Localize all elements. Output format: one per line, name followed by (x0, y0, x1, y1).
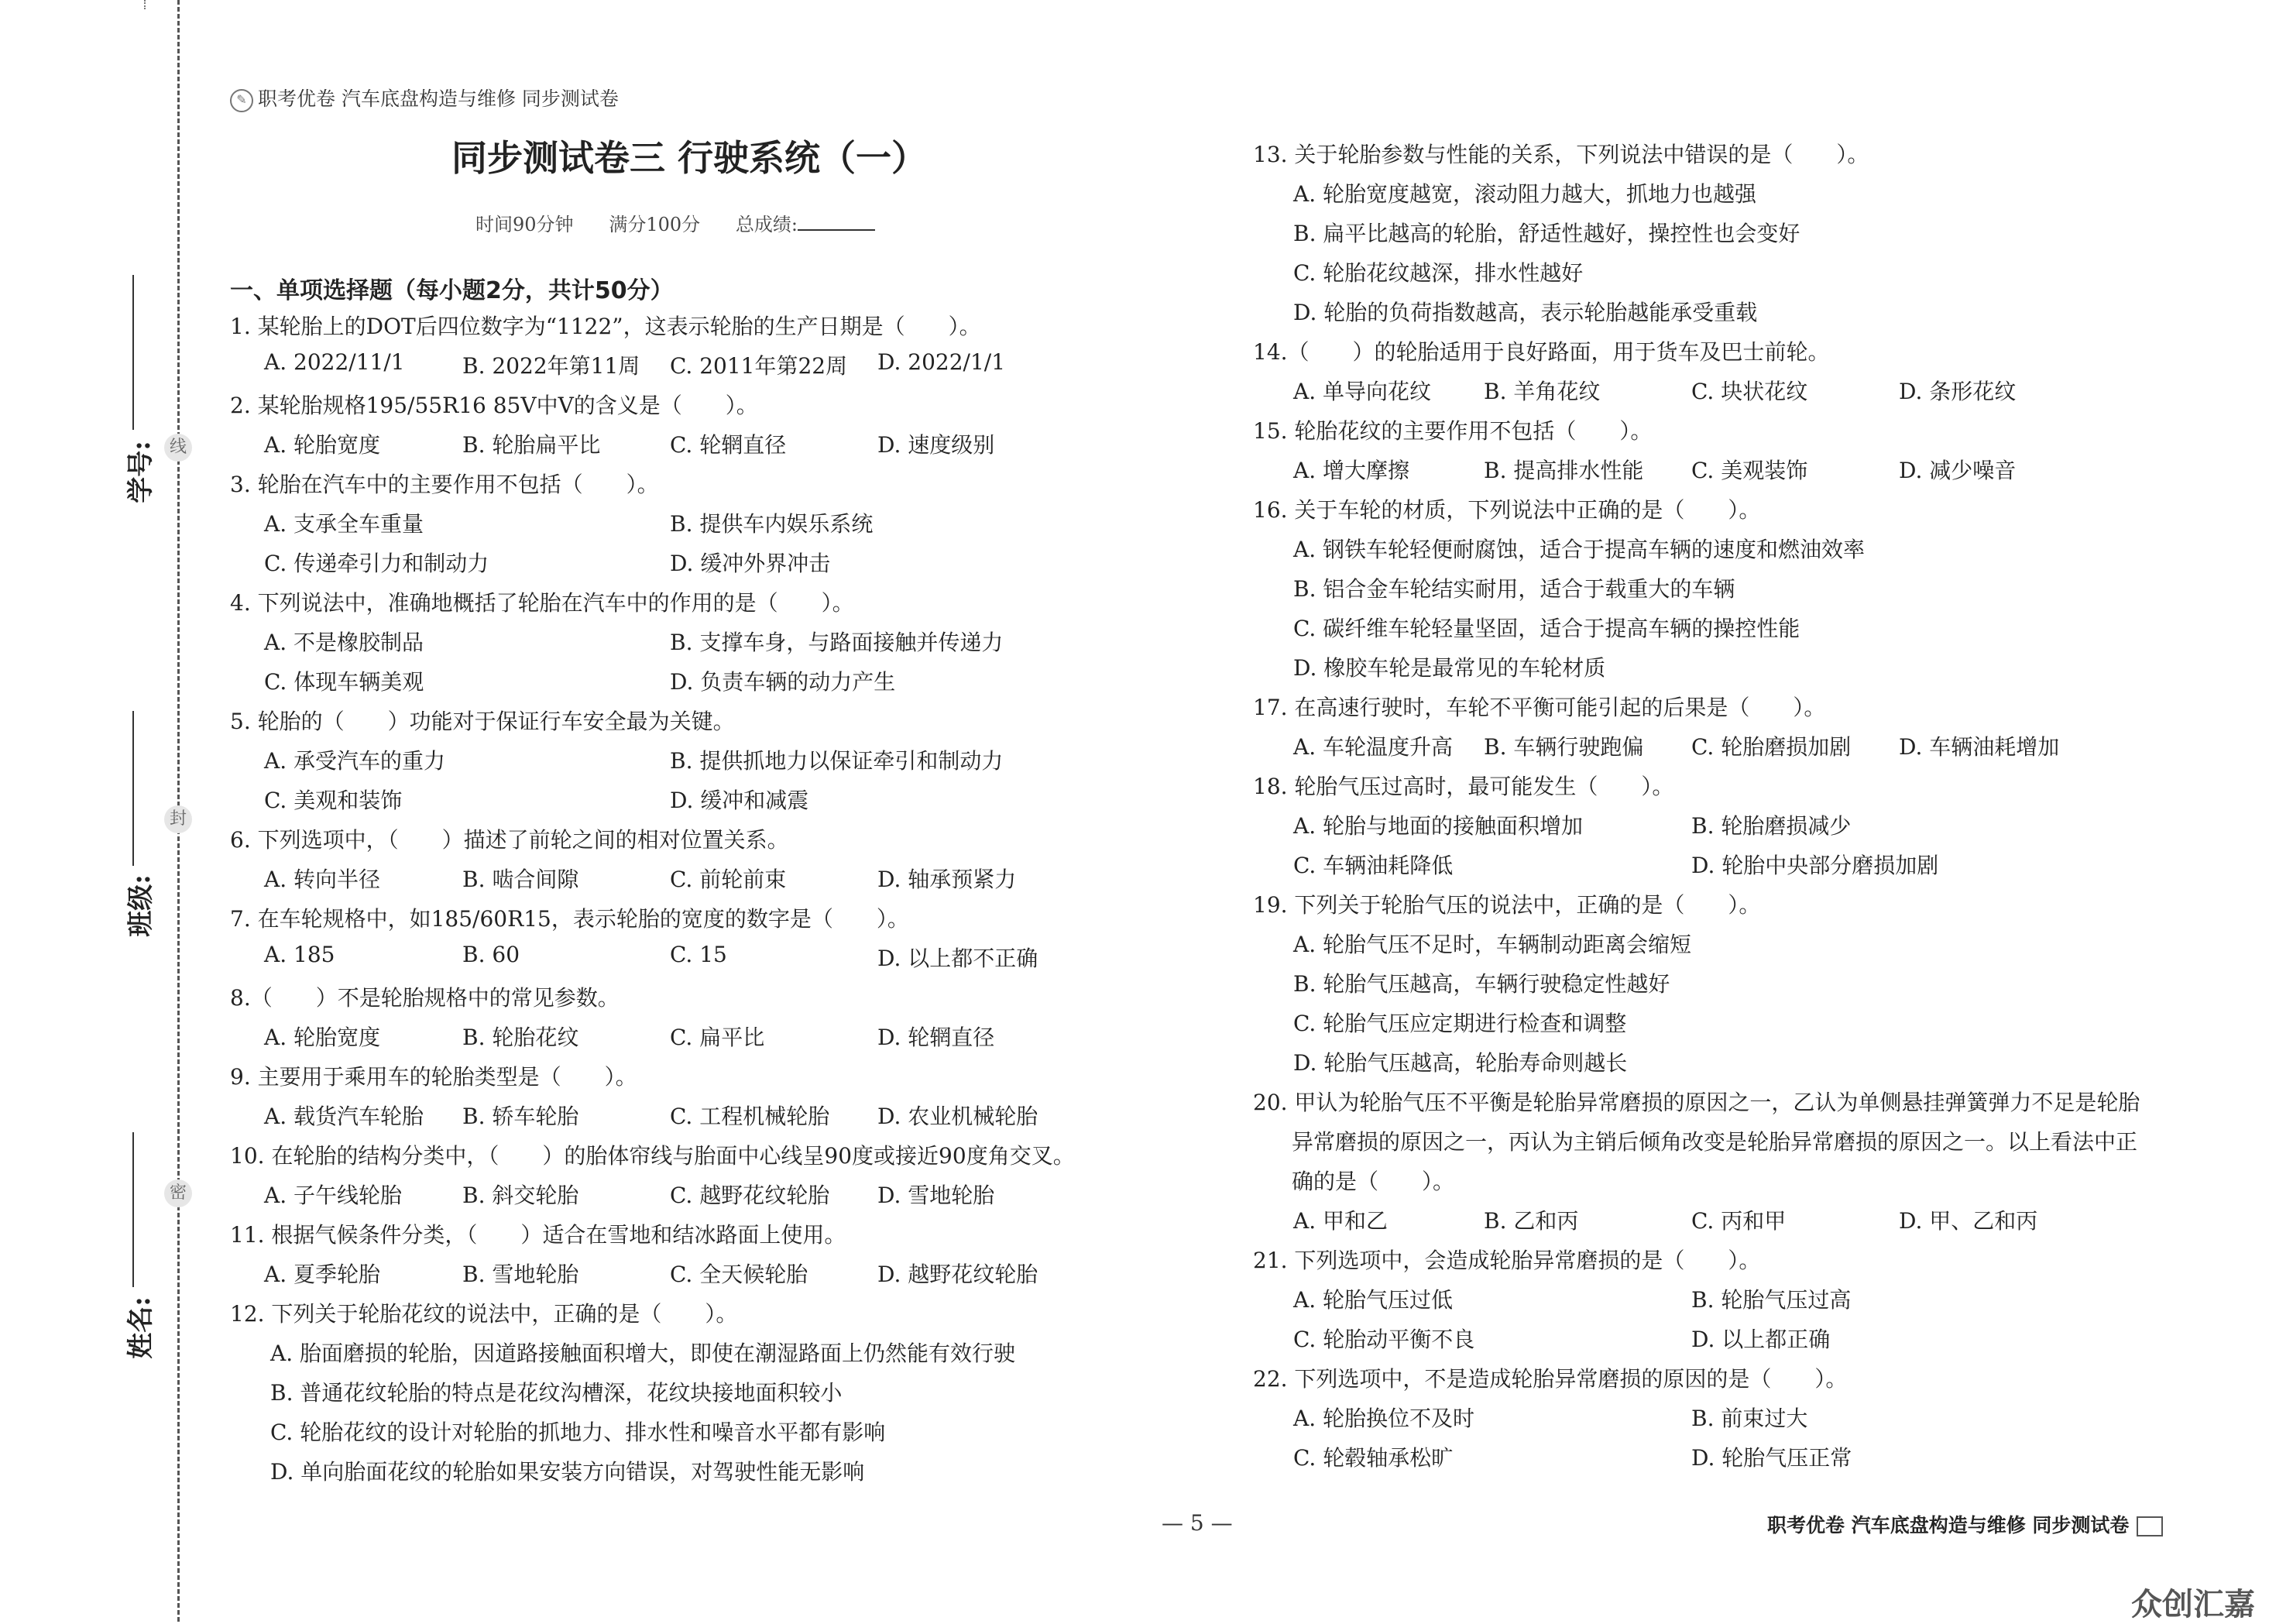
q5-option-d: D. 缓冲和减震 (670, 788, 809, 813)
q3-option-b: B. 提供车内娱乐系统 (670, 511, 874, 537)
q2-option-c: C. 轮辋直径 (670, 432, 787, 458)
q18-option-a: A. 轮胎与地面的接触面积增加 (1293, 813, 1584, 839)
question-1: 1. 某轮胎上的DOT后四位数字为“1122”，这表示轮胎的生产日期是（ ）。 (230, 314, 981, 339)
q13-option-b: B. 扁平比越高的轮胎，舒适性越好，操控性也会变好 (1293, 221, 1800, 246)
question-13: 13. 关于轮胎参数与性能的关系，下列说法中错误的是（ ）。 (1253, 142, 1869, 167)
q12-option-a: A. 胎面磨损的轮胎，因道路接触面积增大，即使在潮湿路面上仍然能有效行驶 (270, 1341, 1016, 1366)
q5-option-b: B. 提供抓地力以保证牵引和制动力 (670, 748, 1004, 774)
q14-option-b: B. 羊角花纹 (1484, 379, 1601, 404)
q6-option-a: A. 转向半径 (264, 867, 381, 892)
q14-option-d: D. 条形花纹 (1899, 379, 2017, 404)
q10-option-d: D. 雪地轮胎 (877, 1183, 995, 1208)
question-15: 15. 轮胎花纹的主要作用不包括（ ）。 (1253, 418, 1653, 444)
q3-option-c: C. 传递牵引力和制动力 (264, 551, 489, 576)
series-header: ✎ 职考优卷 汽车底盘构造与维修 同步测试卷 (230, 84, 619, 112)
name-label: 姓名: (125, 1296, 156, 1359)
q2-option-b: B. 轮胎扁平比 (462, 432, 601, 458)
q6-option-d: D. 轴承预紧力 (877, 867, 1017, 892)
question-12: 12. 下列关于轮胎花纹的说法中，正确的是（ ）。 (230, 1301, 738, 1327)
q6-option-b: B. 啮合间隙 (462, 867, 579, 892)
q8-option-c: C. 扁平比 (670, 1025, 765, 1050)
class-label: 班级: (125, 874, 156, 937)
q18-option-d: D. 轮胎中央部分磨损加剧 (1691, 853, 1939, 878)
q17-option-c: C. 轮胎磨损加剧 (1691, 734, 1852, 760)
q4-option-a: A. 不是橡胶制品 (264, 630, 424, 655)
q3-option-d: D. 缓冲外界冲击 (670, 551, 831, 576)
q19-option-b: B. 轮胎气压越高，车辆行驶稳定性越好 (1293, 971, 1670, 997)
q10-option-a: A. 子午线轮胎 (264, 1183, 403, 1208)
question-18: 18. 轮胎气压过高时，最可能发生（ ）。 (1253, 774, 1674, 799)
q15-option-c: C. 美观装饰 (1691, 458, 1808, 483)
footer-series: 职考优卷 汽车底盘构造与维修 同步测试卷 (1767, 1510, 2163, 1538)
q16-option-c: C. 碳纤维车轮轻量坚固，适合于提高车辆的操控性能 (1293, 616, 1800, 641)
question-17: 17. 在高速行驶时，车轮不平衡可能引起的后果是（ ）。 (1253, 695, 1826, 720)
q9-option-d: D. 农业机械轮胎 (877, 1104, 1038, 1129)
student-id-rule (132, 275, 134, 430)
page-title: 同步测试卷三 行驶系统（一） (451, 137, 927, 179)
q20-option-a: A. 甲和乙 (1293, 1208, 1389, 1234)
q5-option-c: C. 美观和装饰 (264, 788, 403, 813)
question-11: 11. 根据气候条件分类，（ ）适合在雪地和结冰路面上使用。 (230, 1222, 846, 1248)
section-heading: 一、单项选择题（每小题2分，共计50分） (230, 277, 674, 304)
q4-option-d: D. 负责车辆的动力产生 (670, 669, 896, 695)
q20-option-c: C. 丙和甲 (1691, 1208, 1787, 1234)
q11-option-a: A. 夏季轮胎 (264, 1262, 381, 1287)
question-9: 9. 主要用于乘用车的轮胎类型是（ ）。 (230, 1064, 637, 1090)
q15-option-d: D. 减少噪音 (1899, 458, 2017, 483)
question-20-line-2: 异常磨损的原因之一，丙认为主销后倾角改变是轮胎异常磨损的原因之一。以上看法中正 (1292, 1129, 2138, 1155)
q20-option-d: D. 甲、乙和丙 (1899, 1208, 2038, 1234)
q21-option-b: B. 轮胎气压过高 (1691, 1287, 1852, 1313)
q22-option-d: D. 轮胎气压正常 (1691, 1445, 1852, 1471)
q7-option-b: B. 60 (462, 942, 520, 967)
question-2: 2. 某轮胎规格195/55R16 85V中V的含义是（ ）。 (230, 393, 758, 418)
question-7: 7. 在车轮规格中，如185/60R15，表示轮胎的宽度的数字是（ ）。 (230, 906, 909, 932)
q12-option-d: D. 单向胎面花纹的轮胎如果安装方向错误，对驾驶性能无影响 (270, 1459, 865, 1485)
exam-meta: 时间90分钟 满分100分 总成绩: (475, 209, 875, 236)
q11-option-c: C. 全天候轮胎 (670, 1262, 808, 1287)
q10-option-c: C. 越野花纹轮胎 (670, 1183, 830, 1208)
q11-option-d: D. 越野花纹轮胎 (877, 1262, 1038, 1287)
pen-icon: ✎ (230, 89, 253, 112)
watermark: 众创汇嘉 (2131, 1587, 2255, 1622)
question-16: 16. 关于车轮的材质，下列说法中正确的是（ ）。 (1253, 497, 1761, 523)
class-rule (132, 711, 134, 866)
q1-option-c: C. 2011年第22周 (670, 353, 848, 379)
q7-option-c: C. 15 (670, 942, 727, 967)
binding-mark (144, 0, 146, 9)
q13-option-d: D. 轮胎的负荷指数越高，表示轮胎越能承受重载 (1293, 300, 1758, 325)
q20-option-b: B. 乙和丙 (1484, 1208, 1579, 1234)
q22-option-a: A. 轮胎换位不及时 (1293, 1406, 1475, 1431)
question-6: 6. 下列选项中，（ ）描述了前轮之间的相对位置关系。 (230, 827, 789, 853)
q13-option-a: A. 轮胎宽度越宽，滚动阻力越大，抓地力也越强 (1293, 181, 1757, 207)
question-21: 21. 下列选项中，会造成轮胎异常磨损的是（ ）。 (1253, 1248, 1761, 1273)
question-4: 4. 下列说法中，准确地概括了轮胎在汽车中的作用的是（ ）。 (230, 590, 854, 616)
question-3: 3. 轮胎在汽车中的主要作用不包括（ ）。 (230, 472, 659, 497)
q19-option-c: C. 轮胎气压应定期进行检查和调整 (1293, 1011, 1627, 1036)
q19-option-a: A. 轮胎气压不足时，车辆制动距离会缩短 (1293, 932, 1692, 957)
q10-option-b: B. 斜交轮胎 (462, 1183, 579, 1208)
q16-option-d: D. 橡胶车轮是最常见的车轮材质 (1293, 655, 1606, 681)
q3-option-a: A. 支承全车重量 (264, 511, 424, 537)
q1-option-d: D. 2022/1/1 (877, 349, 1006, 375)
q21-option-a: A. 轮胎气压过低 (1293, 1287, 1454, 1313)
q22-option-c: C. 轮毂轴承松旷 (1293, 1445, 1454, 1471)
q16-option-a: A. 钢铁车轮轻便耐腐蚀，适合于提高车辆的速度和燃油效率 (1293, 537, 1866, 562)
q12-option-c: C. 轮胎花纹的设计对轮胎的抓地力、排水性和噪音水平都有影响 (270, 1420, 886, 1445)
q2-option-d: D. 速度级别 (877, 432, 995, 458)
seal-seal-mark: 封 (164, 805, 192, 833)
q4-option-c: C. 体现车辆美观 (264, 669, 424, 695)
seal-secret-mark: 密 (164, 1179, 192, 1207)
q7-option-d: D. 以上都不正确 (877, 946, 1038, 971)
q17-option-b: B. 车辆行驶跑偏 (1484, 734, 1644, 760)
q13-option-c: C. 轮胎花纹越深，排水性越好 (1293, 260, 1584, 286)
question-14: 14.（ ）的轮胎适用于良好路面，用于货车及巴士前轮。 (1253, 339, 1830, 365)
q8-option-b: B. 轮胎花纹 (462, 1025, 579, 1050)
q6-option-c: C. 前轮前束 (670, 867, 787, 892)
question-19: 19. 下列关于轮胎气压的说法中，正确的是（ ）。 (1253, 892, 1761, 918)
q11-option-b: B. 雪地轮胎 (462, 1262, 579, 1287)
q8-option-d: D. 轮辋直径 (877, 1025, 995, 1050)
notebook-icon (2137, 1516, 2163, 1536)
q9-option-c: C. 工程机械轮胎 (670, 1104, 830, 1129)
page-number: — 5 — (1162, 1510, 1233, 1536)
question-10: 10. 在轮胎的结构分类中，（ ）的胎体帘线与胎面中心线呈90度或接近90度角交叉。 (230, 1143, 1075, 1169)
student-id-label: 学号: (125, 441, 156, 503)
q7-option-a: A. 185 (264, 942, 335, 967)
q21-option-c: C. 轮胎动平衡不良 (1293, 1327, 1475, 1352)
q15-option-a: A. 增大摩擦 (1293, 458, 1410, 483)
q4-option-b: B. 支撑车身，与路面接触并传递力 (670, 630, 1004, 655)
question-20: 20. 甲认为轮胎气压不平衡是轮胎异常磨损的原因之一，乙认为单侧悬挂弹簧弹力不足是轮胎 (1253, 1090, 2140, 1115)
q9-option-b: B. 轿车轮胎 (462, 1104, 579, 1129)
q14-option-c: C. 块状花纹 (1691, 379, 1808, 404)
q22-option-b: B. 前束过大 (1691, 1406, 1808, 1431)
q17-option-a: A. 车轮温度升高 (1293, 734, 1454, 760)
q8-option-a: A. 轮胎宽度 (264, 1025, 381, 1050)
q1-option-a: A. 2022/11/1 (264, 349, 405, 375)
q9-option-a: A. 载货汽车轮胎 (264, 1104, 424, 1129)
seal-line-mark: 线 (164, 434, 192, 462)
question-20-line-3: 确的是（ ）。 (1292, 1169, 1455, 1194)
total-score-blank (798, 214, 875, 231)
q16-option-b: B. 铝合金车轮结实耐用，适合于载重大的车辆 (1293, 576, 1735, 602)
q18-option-b: B. 轮胎磨损减少 (1691, 813, 1852, 839)
q18-option-c: C. 车辆油耗降低 (1293, 853, 1454, 878)
name-rule (132, 1132, 134, 1287)
q15-option-b: B. 提高排水性能 (1484, 458, 1644, 483)
question-22: 22. 下列选项中，不是造成轮胎异常磨损的原因的是（ ）。 (1253, 1366, 1848, 1392)
q19-option-d: D. 轮胎气压越高，轮胎寿命则越长 (1293, 1050, 1628, 1076)
q17-option-d: D. 车辆油耗增加 (1899, 734, 2060, 760)
question-5: 5. 轮胎的（ ）功能对于保证行车安全最为关键。 (230, 709, 735, 734)
q12-option-b: B. 普通花纹轮胎的特点是花纹沟槽深，花纹块接地面积较小 (270, 1380, 843, 1406)
q2-option-a: A. 轮胎宽度 (264, 432, 381, 458)
q5-option-a: A. 承受汽车的重力 (264, 748, 446, 774)
question-8: 8.（ ）不是轮胎规格中的常见参数。 (230, 985, 620, 1011)
q1-option-b: B. 2022年第11周 (462, 353, 640, 379)
q14-option-a: A. 单导向花纹 (1293, 379, 1432, 404)
q21-option-d: D. 以上都正确 (1691, 1327, 1831, 1352)
